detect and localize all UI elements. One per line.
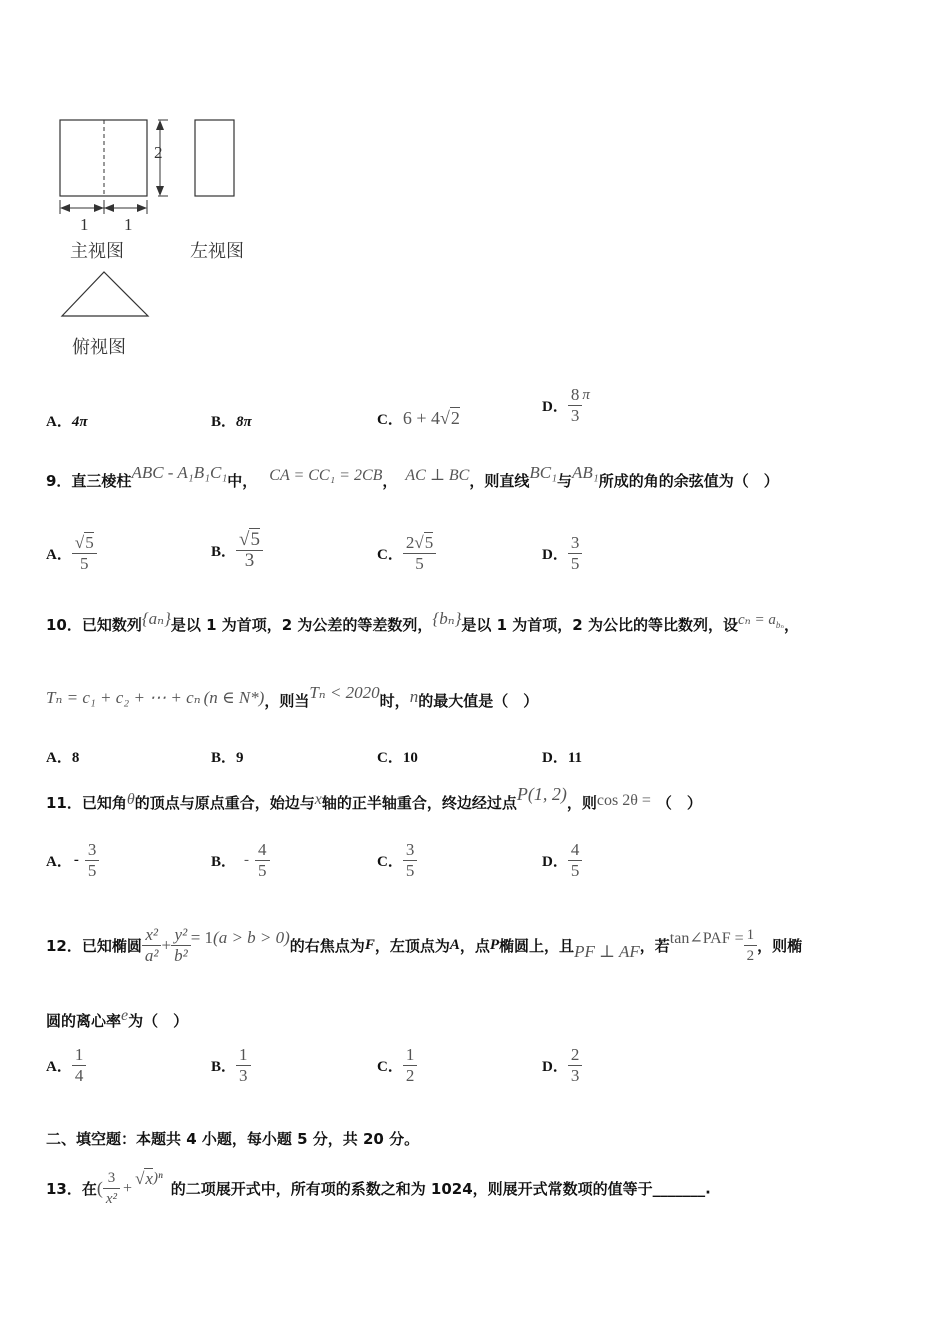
top-view-label: 俯视图 <box>72 337 126 358</box>
question-12-stem-line1: 12．已知椭圆 $\frac{\text{x²}}{\text{a²}}$ + $\frac{\text{y²}}{\text{b²}}$ = 1(a > b > 0)的右焦点为F，左顶点为A，点P椭圆上，且PF ⊥ AF，若tan∠PAF = $\frac{1}{2}$ ，则椭 <box>46 925 803 965</box>
question-9-stem: 9．直三棱柱ABC - A₁B₁C₁中， CA = CC₁ = 2CB， AC ⊥ BC，则直线BC₁与AB₁所成的角的余弦值为（ ） <box>46 463 779 490</box>
side-view-rect <box>195 120 234 196</box>
top-view-triangle <box>62 272 148 316</box>
q9-option-c[interactable]: C． $\frac{2√5}{5}$ <box>377 533 436 574</box>
section-2-heading: 二、填空题：本题共 4 小题，每小题 5 分，共 20 分。 <box>46 1130 420 1148</box>
q11-option-d[interactable]: D． $\frac{4}{5}$ <box>542 840 582 881</box>
q8-option-b[interactable]: B．8π <box>211 414 252 430</box>
dim-label-1a: 1 <box>80 215 89 234</box>
question-10-stem-line1: 10．已知数列{aₙ}是以 1 为首项，2 为公差的等差数列，{bₙ}是以 1 为首项，2 为公比的等比数列，设$c_n = a_{b_n}$， <box>46 609 799 634</box>
front-view-label: 主视图 <box>70 241 124 262</box>
q10-option-d[interactable]: D．11 <box>542 750 583 766</box>
q8-option-d[interactable]: D． $\frac{8}{3}$ π <box>542 385 590 425</box>
q8-option-a[interactable]: A．4π <box>46 414 88 430</box>
q9-option-b[interactable]: B． $\frac{√5}{3}$ <box>211 530 263 571</box>
question-10-stem-line2: Tₙ = c₁ + c₂ + ⋯ + cₙ (n ∈ N*)，则当Tₙ < 2020时，n的最大值是（ ） <box>46 683 539 710</box>
q9-option-d[interactable]: D． $\frac{3}{5}$ <box>542 533 582 574</box>
question-13-stem: 13．在( $\frac{3}{\text{x²}}$ +√x)ⁿ的二项展开式中，所有项的系数之和为 1024，则展开式常数项的值等于_______. <box>46 1168 711 1207</box>
q11-option-c[interactable]: C． $\frac{3}{5}$ <box>377 840 417 881</box>
q11-option-b[interactable]: B． - $\frac{4}{5}$ <box>211 840 270 881</box>
q12-option-d[interactable]: D． $\frac{2}{3}$ <box>542 1045 582 1086</box>
q10-option-b[interactable]: B．9 <box>211 750 244 766</box>
side-view-label: 左视图 <box>190 241 244 262</box>
q10-option-a[interactable]: A．8 <box>46 750 80 766</box>
q8-option-c[interactable]: C．6 + 4√2 <box>377 408 460 428</box>
q12-option-b[interactable]: B． $\frac{1}{3}$ <box>211 1045 251 1086</box>
question-12-stem-line2: 圆的离心率e为（ ） <box>46 1007 189 1030</box>
dim-label-2: 2 <box>154 143 163 162</box>
question-11-stem: 11．已知角θ的顶点与原点重合，始边与x轴的正半轴重合，终边经过点P(1, 2)，则cos 2θ = （ ） <box>46 784 702 812</box>
dim-label-1b: 1 <box>124 215 133 234</box>
q12-option-c[interactable]: C． $\frac{1}{2}$ <box>377 1045 417 1086</box>
q10-option-c[interactable]: C．10 <box>377 750 418 766</box>
q9-option-a[interactable]: A． $\frac{√5}{5}$ <box>46 533 97 574</box>
q11-option-a[interactable]: A． - $\frac{3}{5}$ <box>46 840 99 881</box>
q12-option-a[interactable]: A． $\frac{1}{4}$ <box>46 1045 86 1086</box>
